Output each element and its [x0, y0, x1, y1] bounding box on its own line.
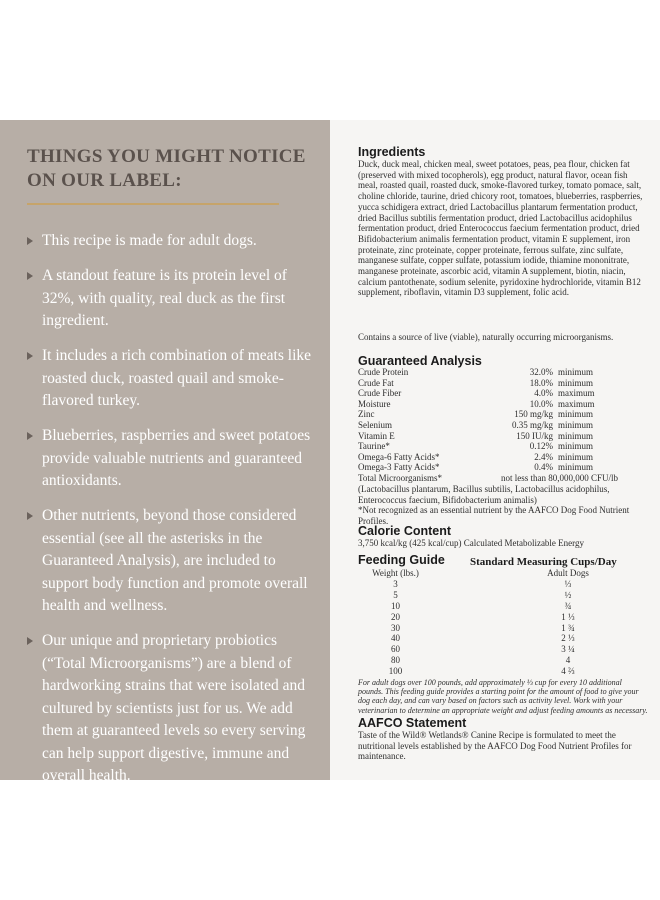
- feeding-guide-title: Feeding Guide: [358, 553, 445, 567]
- nutrient-value: 32.0%: [529, 367, 553, 377]
- bullet-text: Blueberries, raspberries and sweet potatoes provide valuable nutrients and guaranteed antioxidants.: [42, 427, 311, 489]
- nutrient-value: 0.12%: [529, 441, 553, 452]
- nutrient-value: 4.0%: [534, 388, 553, 399]
- gold-divider: [27, 203, 279, 205]
- cups-cell: 2 ⅓: [561, 633, 575, 644]
- guaranteed-analysis-table: [358, 367, 618, 484]
- nutrient-qualifier: minimum: [558, 367, 594, 377]
- bullet-arrow-icon: [27, 352, 33, 360]
- nutrient-name: Vitamin E: [358, 430, 395, 441]
- table-row: [358, 644, 608, 655]
- essential-nutrient-note: *Not recognized as an essential nutrient by the AAFCO Dog Food Nutrient Profiles.: [358, 505, 630, 526]
- live-microorganisms-note: Contains a source of live (viable), naturally occurring microorganisms.: [358, 332, 614, 342]
- nutrient-value: not less than 80,000,000 CFU/lb: [501, 472, 619, 483]
- cups-cell: ⅓: [564, 578, 572, 589]
- cups-cell: ½: [564, 589, 572, 600]
- nutrient-name: Selenium: [358, 419, 392, 430]
- cups-cell: 4: [565, 655, 571, 666]
- product-label: [330, 120, 660, 780]
- left-panel: [0, 120, 330, 784]
- panel-heading: THINGS YOU MIGHT NOTICE ON OUR LABEL:: [27, 146, 306, 191]
- table-row: [358, 666, 608, 677]
- cups-cell: 3 ¼: [561, 644, 575, 655]
- weight-cell: 30: [391, 622, 400, 633]
- weight-cell: 3: [393, 578, 398, 589]
- bullet-text: Other nutrients, beyond those considered essential (see all the asterisks in the Guaranteed Analysis), are included to support body function and promote overall health and wellness.: [42, 507, 308, 614]
- table-row: [358, 655, 608, 666]
- cups-cell: 1 ¾: [561, 622, 575, 633]
- weight-cell: 20: [391, 611, 400, 622]
- nutrient-value: 150 mg/kg: [514, 409, 553, 420]
- table-row: [358, 420, 618, 431]
- table-row: [358, 579, 608, 590]
- nutrient-qualifier: maximum: [558, 398, 595, 409]
- table-row: [358, 473, 618, 484]
- nutrient-value: 0.4%: [534, 462, 553, 473]
- guaranteed-analysis-title: Guaranteed Analysis: [358, 354, 482, 368]
- feeding-guide-subtitle: Standard Measuring Cups/Day: [470, 556, 617, 568]
- bullet-item: [27, 505, 322, 618]
- bullet-text: A standout feature is its protein level of 32%, with quality, real duck as the first ingredient.: [42, 267, 287, 329]
- nutrient-value: 150 IU/kg: [516, 430, 553, 441]
- table-row: [358, 367, 618, 378]
- cups-cell: ¾: [564, 600, 572, 611]
- calorie-content-text: 3,750 kcal/kg (425 kcal/cup) Calculated Metabolizable Energy: [358, 538, 585, 548]
- nutrient-name: Taurine*: [358, 441, 390, 452]
- weight-cell: 40: [391, 633, 400, 644]
- bullet-item: [27, 630, 322, 788]
- nutrient-value: 0.35 mg/kg: [511, 419, 553, 430]
- nutrient-qualifier: minimum: [558, 377, 594, 388]
- table-row: [358, 462, 618, 473]
- feeding-guide-note: For adult dogs over 100 pounds, add approximately ⅓ cup for every 10 additional pounds. This feeding guide provides a starting point for the amount of food to give your dog each day, and can vary based on factors such as activity level. Work with your veterinarian to determine an appropriate weight and adjust feeding amounts as necessary.: [358, 678, 648, 715]
- nutrient-qualifier: minimum: [558, 409, 594, 420]
- table-row: [358, 441, 618, 452]
- table-row: [358, 452, 618, 463]
- table-row: [358, 409, 618, 420]
- bullet-item: [27, 345, 322, 413]
- table-row: [358, 601, 608, 612]
- nutrient-value: 18.0%: [529, 377, 553, 388]
- nutrient-qualifier: maximum: [558, 388, 595, 399]
- bullet-item: [27, 425, 322, 493]
- table-row: [358, 623, 608, 634]
- column-header: Adult Dogs: [547, 568, 589, 578]
- nutrient-qualifier: minimum: [558, 462, 594, 473]
- nutrient-name: Crude Fiber: [358, 388, 402, 399]
- microorganism-strains: (Lactobacillus plantarum, Bacillus subtilis, Lactobacillus acidophilus, Enterococcus faecium, Bifidobacterium animalis): [358, 484, 610, 505]
- nutrient-name: Total Microorganisms*: [358, 472, 442, 483]
- cups-cell: 1 ⅓: [561, 611, 575, 622]
- nutrient-value: 10.0%: [529, 398, 553, 409]
- table-row: [358, 378, 618, 389]
- table-row: [358, 612, 608, 623]
- table-row: [358, 590, 608, 601]
- table-row: [358, 633, 608, 644]
- nutrient-qualifier: minimum: [558, 430, 594, 441]
- column-header: Weight (lbs.): [372, 568, 419, 578]
- table-row: [358, 388, 618, 399]
- bullet-text: It includes a rich combination of meats like roasted duck, roasted quail and smoke-flavored turkey.: [42, 347, 312, 409]
- bullet-arrow-icon: [27, 272, 33, 280]
- cups-cell: 4 ⅔: [561, 666, 575, 677]
- nutrient-name: Omega-6 Fatty Acids*: [358, 451, 440, 462]
- feeding-guide-table: [358, 568, 608, 677]
- bullet-item: [27, 265, 322, 333]
- table-row: [358, 399, 618, 410]
- calorie-content-title: Calorie Content: [358, 524, 452, 538]
- weight-cell: 5: [393, 589, 398, 600]
- bullet-item: [27, 230, 322, 253]
- ingredients-title: Ingredients: [358, 145, 426, 159]
- nutrient-name: Zinc: [358, 409, 375, 420]
- nutrient-qualifier: minimum: [558, 451, 594, 462]
- bullet-arrow-icon: [27, 637, 33, 645]
- nutrient-name: Crude Protein: [358, 367, 409, 377]
- aafco-statement-text: Taste of the Wild® Wetlands® Canine Recipe is formulated to meet the nutritional levels established by the AAFCO Dog Food Nutrient Profiles for maintenance.: [358, 730, 632, 762]
- weight-cell: 100: [388, 666, 403, 677]
- nutrient-qualifier: minimum: [558, 419, 594, 430]
- weight-cell: 10: [391, 600, 400, 611]
- nutrient-name: Crude Fat: [358, 377, 394, 388]
- bullet-list: [27, 230, 322, 800]
- nutrient-name: Omega-3 Fatty Acids*: [358, 462, 440, 473]
- weight-cell: 80: [391, 655, 400, 666]
- aafco-statement-title: AAFCO Statement: [358, 716, 467, 730]
- ingredients-text: Duck, duck meal, chicken meal, sweet potatoes, peas, pea flour, chicken fat (preserved with mixed tocopherols), egg product, natural flavor, ocean fish meal, roasted quail, roasted duck, smoke-flavored turkey, tomato pomace, salt, choline chloride, taurine, dried chicory root, tomatoes, blueberries, raspberries, yucca schidigera extract, dried Lactobacillus plantarum fermentation product, dried Bacillus subtilis fermentation product, dried Lactobacillus acidophilus fermentation product, dried Enterococcus faecium fermentation product, dried Bifidobacterium animalis fermentation product, vitamin E supplement, iron proteinate, zinc proteinate, copper proteinate, ferrous sulfate, zinc sulfate, manganese sulfate, copper sulfate, potassium iodide, thiamine mononitrate, manganese proteinate, ascorbic acid, vitamin A supplement, biotin, niacin, calcium pantothenate, sodium selenite, pyridoxine hydrochloride, vitamin B12 supplement, riboflavin, vitamin D3 supplement, folic acid.: [358, 159, 643, 298]
- table-row: [358, 431, 618, 442]
- nutrient-value: 2.4%: [534, 451, 553, 462]
- bullet-arrow-icon: [27, 512, 33, 520]
- bullet-text: Our unique and proprietary probiotics (“Total Microorganisms”) are a blend of hardworking strains that were isolated and cultured by scientists just for us. We add them at guaranteed levels so every serving can help support digestive, immune and overall health.: [42, 632, 306, 784]
- bullet-arrow-icon: [27, 432, 33, 440]
- weight-cell: 60: [391, 644, 400, 655]
- nutrient-name: Moisture: [358, 398, 391, 409]
- bullet-arrow-icon: [27, 237, 33, 245]
- bullet-text: This recipe is made for adult dogs.: [42, 232, 257, 249]
- table-header: [358, 568, 608, 579]
- nutrient-qualifier: minimum: [558, 441, 594, 452]
